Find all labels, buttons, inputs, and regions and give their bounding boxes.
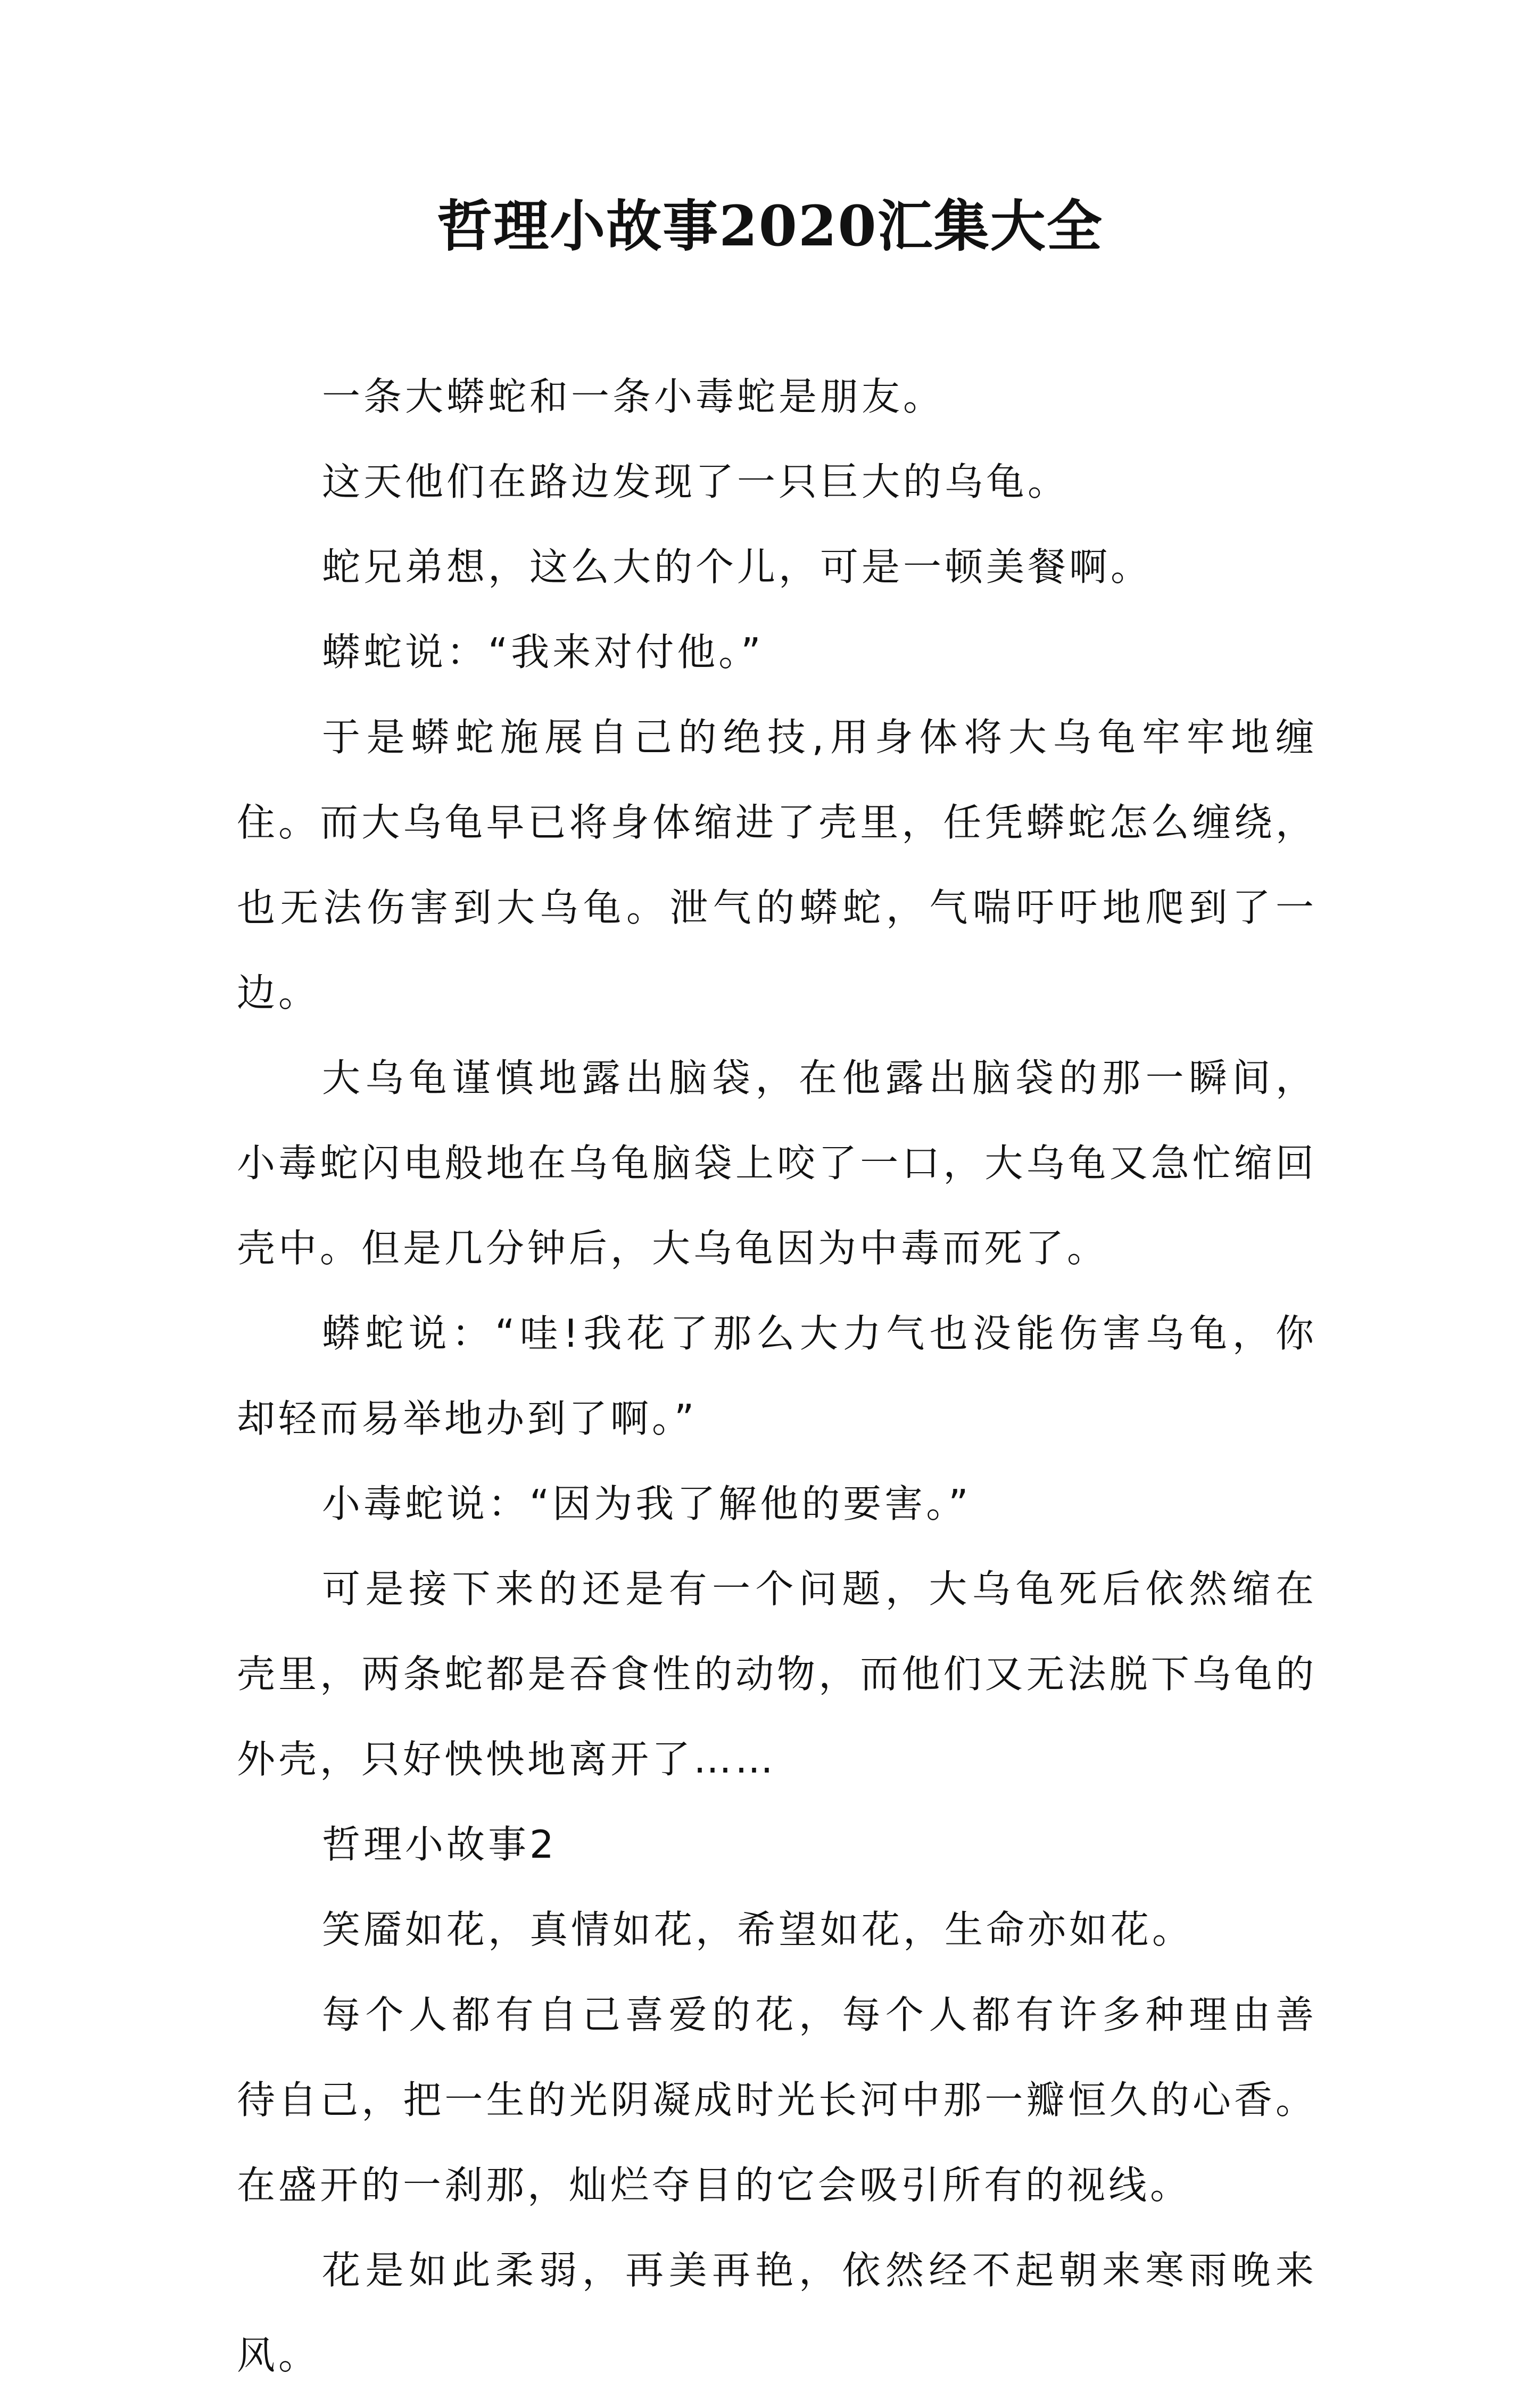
paragraph: 花是如此柔弱，再美再艳，依然经不起朝来寒雨晚来风。: [237, 2248, 1317, 2378]
paragraph: 于是蟒蛇施展自己的绝技,用身体将大乌龟牢牢地缠住。而大乌龟早已将身体缩进了壳里，任凭蟒蛇怎么缠绕，也无法伤害到大乌龟。泄气的蟒蛇，气喘吁吁地爬到了一边。: [237, 715, 1317, 1015]
paragraph: 大乌龟谨慎地露出脑袋，在他露出脑袋的那一瞬间，小毒蛇闪电般地在乌龟脑袋上咬了一口，大乌龟又急忙缩回壳中。但是几分钟后，大乌龟因为中毒而死了。: [237, 1056, 1317, 1271]
paragraph: 蟒蛇说：“我来对付他。”: [322, 630, 764, 674]
paragraph: 笑靥如花，真情如花，希望如花，生命亦如花。: [322, 1907, 1194, 1952]
paragraph: 每个人都有自己喜爱的花，每个人都有许多种理由善待自己，把一生的光阴凝成时光长河中那一瓣恒久的心香。在盛开的一刹那，灿烂夺目的它会吸引所有的视线。: [237, 1992, 1317, 2207]
document-title: 哲理小故事2020汇集大全: [437, 193, 1103, 259]
document-body: [237, 354, 1317, 2398]
paragraph: 可是接下来的还是有一个问题，大乌龟死后依然缩在壳里，两条蛇都是吞食性的动物，而他们又无法脱下乌龟的外壳，只好怏怏地离开了……: [237, 1567, 1317, 1782]
section-heading: 哲理小故事2: [322, 1822, 557, 1867]
paragraph: 蟒蛇说：“哇!我花了那么大力气也没能伤害乌龟，你却轻而易举地办到了啊。”: [237, 1311, 1317, 1441]
paragraph: 蛇兄弟想，这么大的个儿，可是一顿美餐啊。: [322, 545, 1153, 589]
paragraph: 一条大蟒蛇和一条小毒蛇是朋友。: [322, 374, 945, 419]
paragraph: 小毒蛇说：“因为我了解他的要害。”: [322, 1481, 972, 1526]
paragraph: 这天他们在路边发现了一只巨大的乌龟。: [322, 459, 1070, 504]
